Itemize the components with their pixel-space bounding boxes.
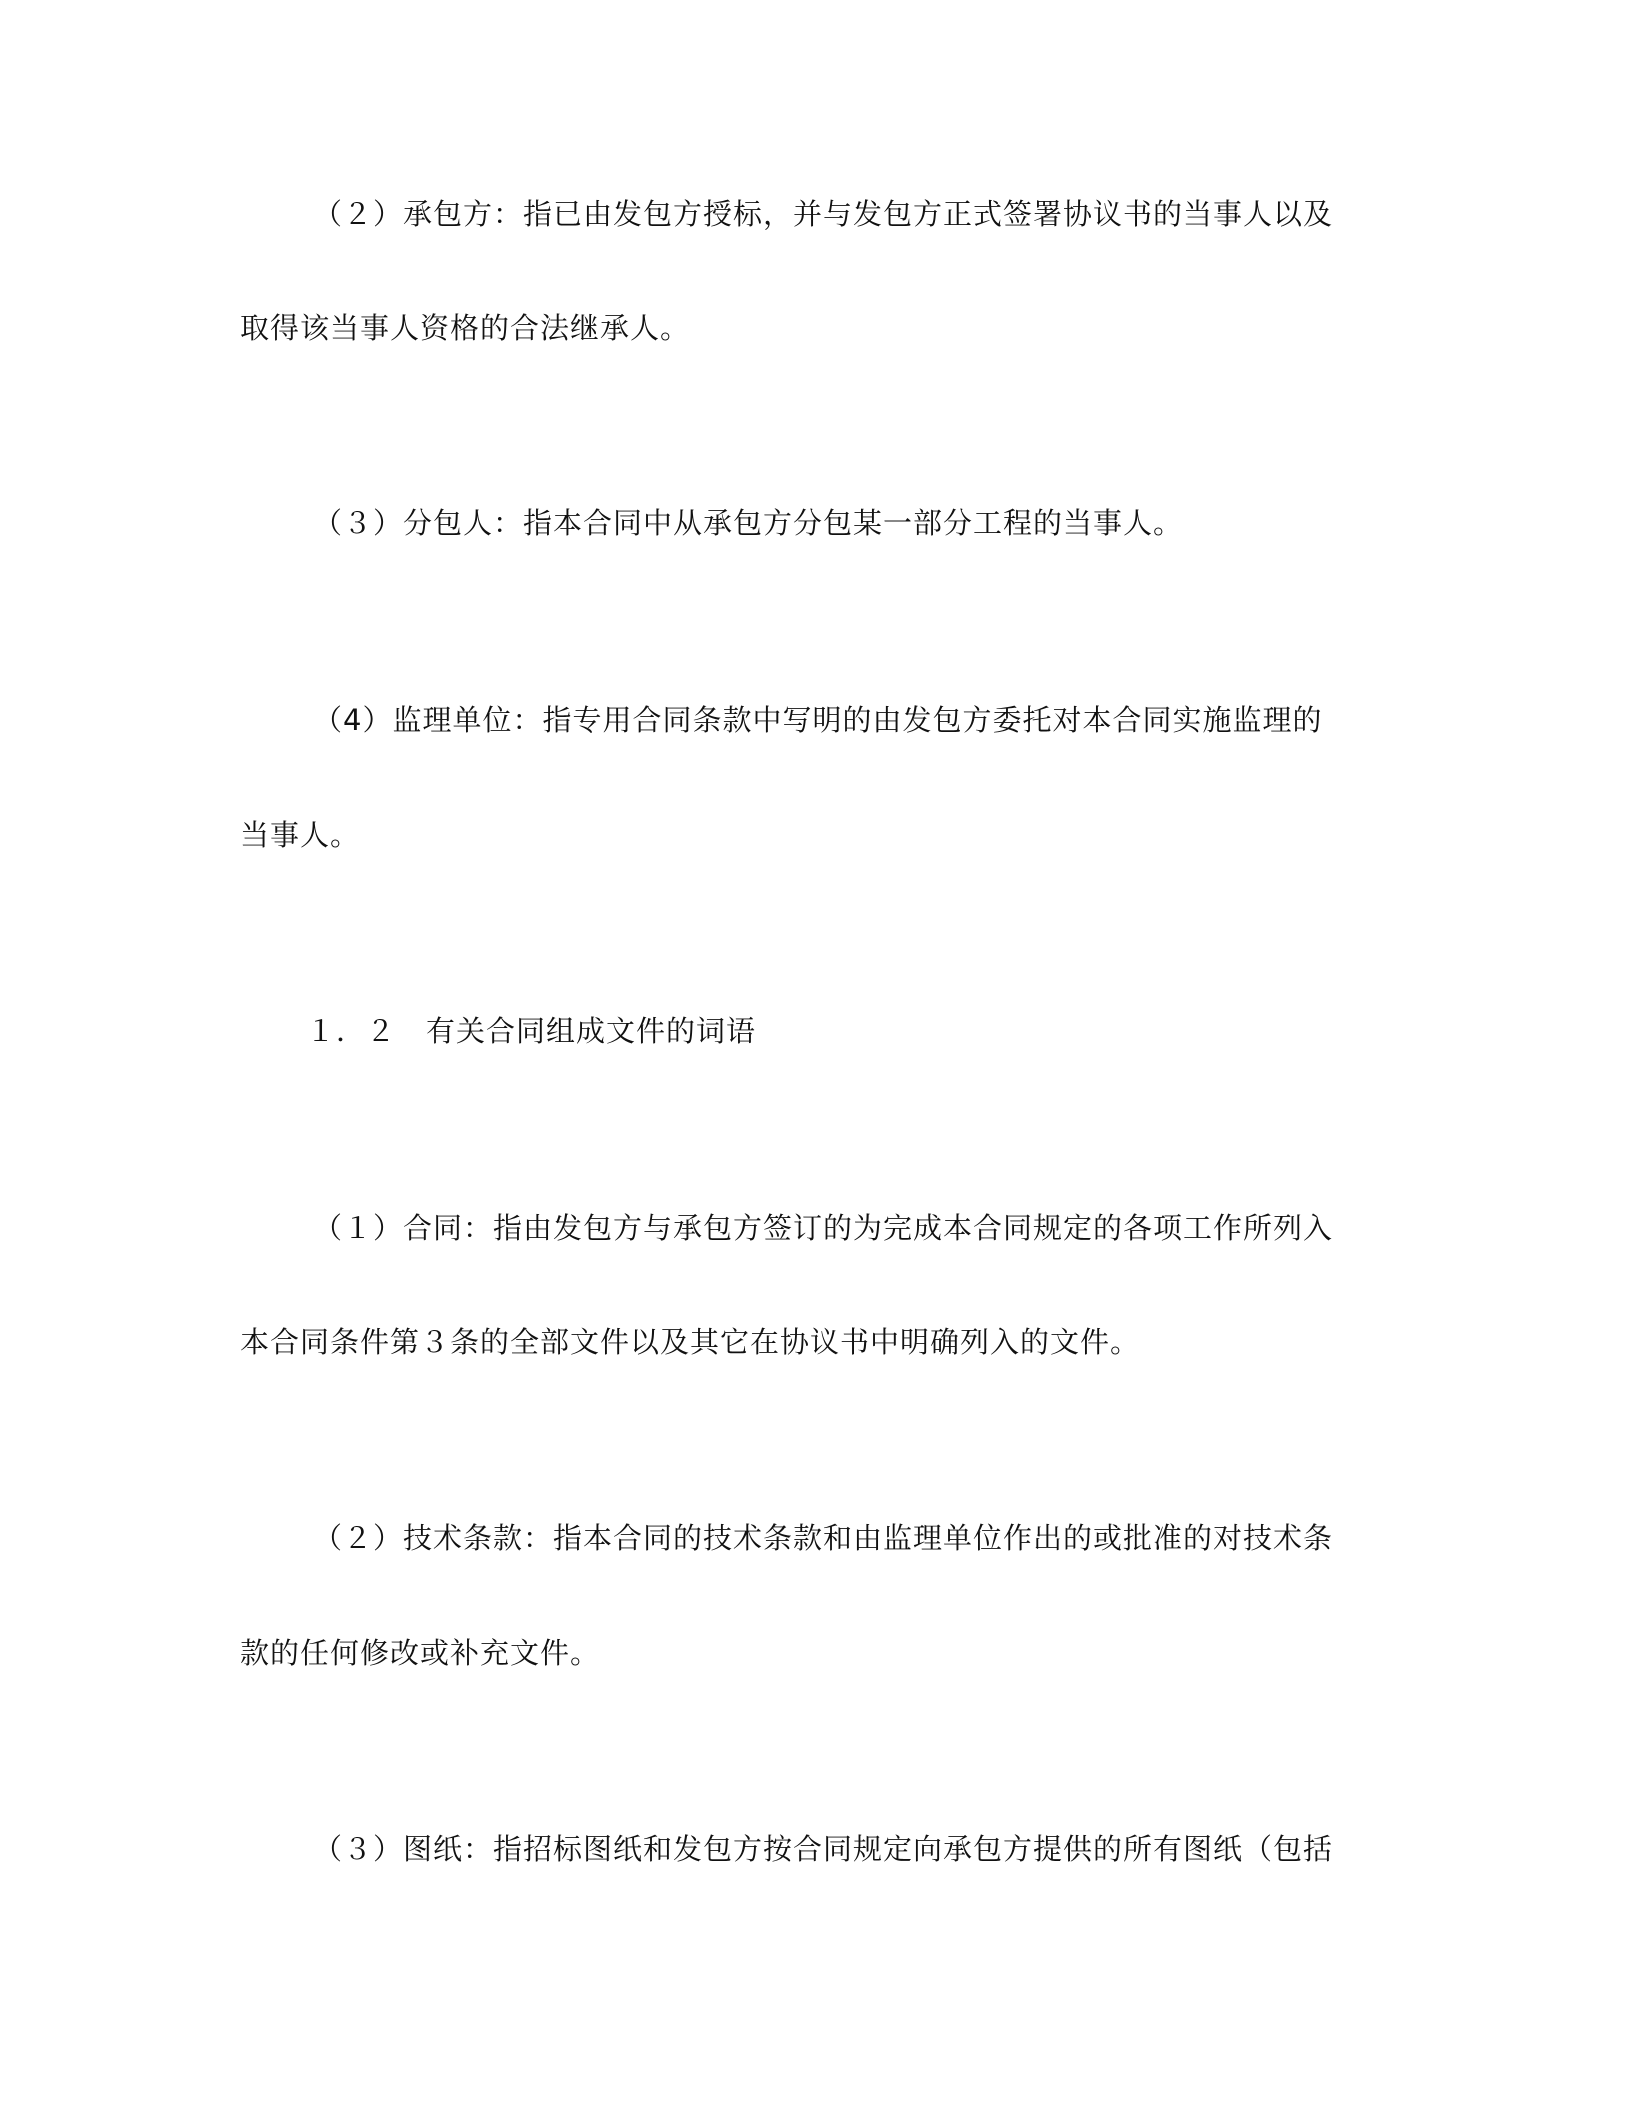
paragraph-supervisor-line-2: 当事人。 xyxy=(240,818,361,852)
paragraph-drawings-line-1: （３）图纸：指招标图纸和发包方按合同规定向承包方提供的所有图纸（包括 xyxy=(313,1832,1334,1866)
paragraph-contractor-line-2: 取得该当事人资格的合法继承人。 xyxy=(240,311,691,345)
paragraph-technical-terms-line-2: 款的任何修改或补充文件。 xyxy=(240,1636,601,1670)
paragraph-contractor-line-1: （２）承包方：指已由发包方授标，并与发包方正式签署协议书的当事人以及 xyxy=(313,197,1334,231)
section-heading: １．２ 有关合同组成文件的词语 xyxy=(306,1014,757,1048)
paragraph-supervisor-line-1: （4）监理单位：指专用合同条款中写明的由发包方委托对本合同实施监理的 xyxy=(313,703,1323,737)
paragraph-technical-terms-line-1: （２）技术条款：指本合同的技术条款和由监理单位作出的或批准的对技术条 xyxy=(313,1521,1334,1555)
paragraph-subcontractor-line-1: （３）分包人：指本合同中从承包方分包某一部分工程的当事人。 xyxy=(313,506,1184,540)
paragraph-contract-line-1: （１）合同：指由发包方与承包方签订的为完成本合同规定的各项工作所列入 xyxy=(313,1211,1334,1245)
paragraph-contract-line-2: 本合同条件第３条的全部文件以及其它在协议书中明确列入的文件。 xyxy=(240,1325,1141,1359)
